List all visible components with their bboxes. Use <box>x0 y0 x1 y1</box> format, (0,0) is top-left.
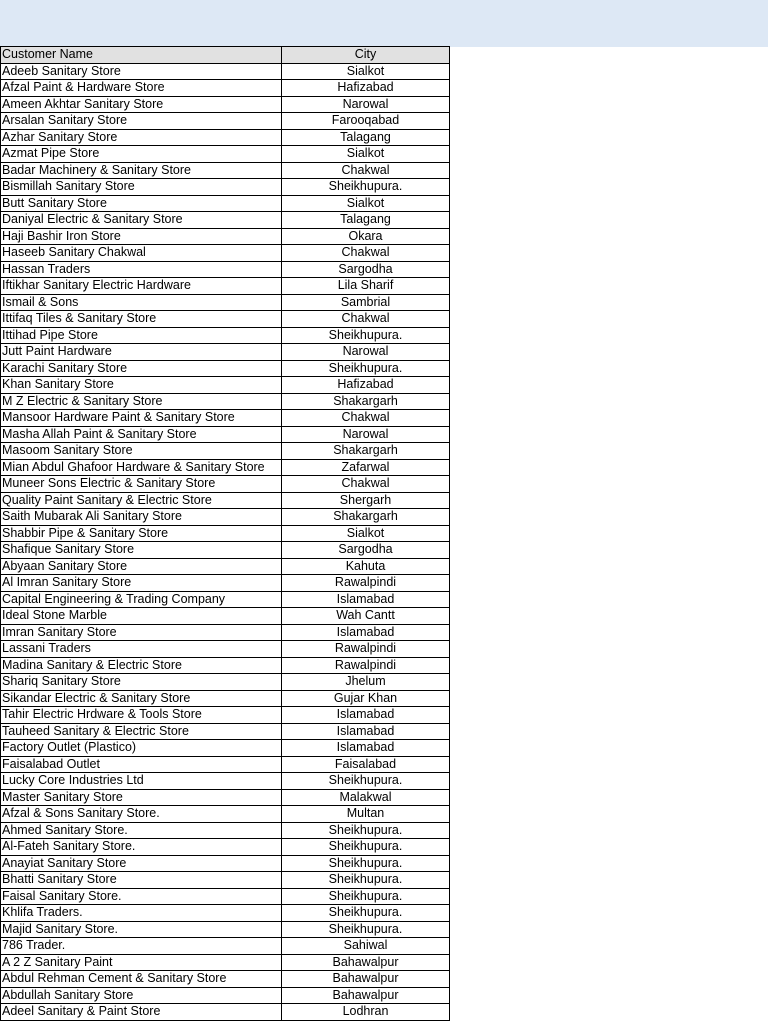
customer-name-cell[interactable]: Abdul Rehman Cement & Sanitary Store <box>1 971 282 988</box>
city-cell[interactable]: Narowal <box>282 96 450 113</box>
customer-name-cell[interactable]: 786 Trader. <box>1 938 282 955</box>
table-row <box>1 987 450 1004</box>
customer-name-cell[interactable]: Lucky Core Industries Ltd <box>1 773 282 790</box>
city-cell[interactable]: Sheikhupura. <box>282 888 450 905</box>
customer-name-cell[interactable]: Khlifa Traders. <box>1 905 282 922</box>
table-row <box>1 146 450 163</box>
customer-name-cell[interactable]: Abdullah Sanitary Store <box>1 987 282 1004</box>
city-cell[interactable]: Talagang <box>282 212 450 229</box>
city-cell[interactable]: Sheikhupura. <box>282 179 450 196</box>
city-cell[interactable]: Bahawalpur <box>282 971 450 988</box>
customer-name-cell[interactable]: Masoom Sanitary Store <box>1 443 282 460</box>
customer-name-cell[interactable]: Faisal Sanitary Store. <box>1 888 282 905</box>
city-cell[interactable]: Sheikhupura. <box>282 839 450 856</box>
city-cell[interactable]: Sargodha <box>282 542 450 559</box>
header-row <box>1 47 450 64</box>
table-row <box>1 63 450 80</box>
city-cell[interactable]: Sheikhupura. <box>282 855 450 872</box>
city-cell[interactable]: Sheikhupura. <box>282 905 450 922</box>
city-cell[interactable]: Islamabad <box>282 740 450 757</box>
table-row <box>1 261 450 278</box>
table-row <box>1 558 450 575</box>
table-row <box>1 245 450 262</box>
city-cell[interactable]: Sargodha <box>282 261 450 278</box>
customer-name-cell[interactable]: Majid Sanitary Store. <box>1 921 282 938</box>
table-row <box>1 575 450 592</box>
city-cell[interactable]: Shakargarh <box>282 509 450 526</box>
customer-name-cell[interactable]: Arsalan Sanitary Store <box>1 113 282 130</box>
table-row <box>1 888 450 905</box>
city-cell[interactable]: Gujar Khan <box>282 690 450 707</box>
city-cell[interactable]: Sheikhupura. <box>282 327 450 344</box>
table-row <box>1 80 450 97</box>
city-cell[interactable]: Lila Sharif <box>282 278 450 295</box>
customer-name-cell[interactable]: Tauheed Sanitary & Electric Store <box>1 723 282 740</box>
table-row <box>1 525 450 542</box>
customer-name-cell[interactable]: Haji Bashir Iron Store <box>1 228 282 245</box>
table-row <box>1 806 450 823</box>
customer-name-cell[interactable]: Shafique Sanitary Store <box>1 542 282 559</box>
customer-name-cell[interactable]: Azmat Pipe Store <box>1 146 282 163</box>
header-band <box>0 0 768 47</box>
customer-name-cell[interactable]: Mian Abdul Ghafoor Hardware & Sanitary Store <box>1 459 282 476</box>
city-cell[interactable]: Faisalabad <box>282 756 450 773</box>
city-cell[interactable]: Okara <box>282 228 450 245</box>
customer-name-cell[interactable]: Ittihad Pipe Store <box>1 327 282 344</box>
city-cell[interactable]: Shergarh <box>282 492 450 509</box>
customer-name-cell[interactable]: Sikandar Electric & Sanitary Store <box>1 690 282 707</box>
table-row <box>1 872 450 889</box>
city-cell[interactable]: Chakwal <box>282 245 450 262</box>
table-row <box>1 311 450 328</box>
table-row <box>1 113 450 130</box>
table-row <box>1 228 450 245</box>
table-row <box>1 542 450 559</box>
city-cell[interactable]: Rawalpindi <box>282 641 450 658</box>
table-row <box>1 608 450 625</box>
city-cell[interactable]: Chakwal <box>282 162 450 179</box>
table-row <box>1 96 450 113</box>
city-cell[interactable]: Sialkot <box>282 195 450 212</box>
table-row <box>1 624 450 641</box>
customer-name-cell[interactable]: Ameen Akhtar Sanitary Store <box>1 96 282 113</box>
table-row <box>1 360 450 377</box>
table-row <box>1 971 450 988</box>
table-row <box>1 476 450 493</box>
table-row <box>1 707 450 724</box>
city-cell[interactable]: Sheikhupura. <box>282 872 450 889</box>
customer-name-cell[interactable]: Master Sanitary Store <box>1 789 282 806</box>
customer-name-cell[interactable]: Iftikhar Sanitary Electric Hardware <box>1 278 282 295</box>
city-cell[interactable]: Sheikhupura. <box>282 921 450 938</box>
city-cell[interactable]: Sialkot <box>282 146 450 163</box>
city-cell[interactable]: Sheikhupura. <box>282 773 450 790</box>
table-row <box>1 855 450 872</box>
city-cell[interactable]: Talagang <box>282 129 450 146</box>
customer-name-cell[interactable]: Khan Sanitary Store <box>1 377 282 394</box>
customer-name-cell[interactable]: Muneer Sons Electric & Sanitary Store <box>1 476 282 493</box>
table-row <box>1 162 450 179</box>
customer-name-cell[interactable]: Abyaan Sanitary Store <box>1 558 282 575</box>
table-row <box>1 789 450 806</box>
city-cell[interactable]: Rawalpindi <box>282 575 450 592</box>
city-cell[interactable]: Chakwal <box>282 410 450 427</box>
customer-name-cell[interactable]: Capital Engineering & Trading Company <box>1 591 282 608</box>
city-cell[interactable]: Islamabad <box>282 624 450 641</box>
table-row <box>1 195 450 212</box>
customer-name-cell[interactable]: Ismail & Sons <box>1 294 282 311</box>
table-row <box>1 905 450 922</box>
table-row <box>1 179 450 196</box>
city-cell[interactable]: Islamabad <box>282 723 450 740</box>
city-cell[interactable]: Bahawalpur <box>282 987 450 1004</box>
table-row <box>1 278 450 295</box>
table-row <box>1 756 450 773</box>
table-row <box>1 393 450 410</box>
city-cell[interactable]: Islamabad <box>282 591 450 608</box>
customer-name-cell[interactable]: Badar Machinery & Sanitary Store <box>1 162 282 179</box>
customer-name-cell[interactable]: Karachi Sanitary Store <box>1 360 282 377</box>
table-row <box>1 492 450 509</box>
customer-name-cell[interactable]: Tahir Electric Hrdware & Tools Store <box>1 707 282 724</box>
customer-name-cell[interactable]: Bhatti Sanitary Store <box>1 872 282 889</box>
customer-name-cell[interactable]: Mansoor Hardware Paint & Sanitary Store <box>1 410 282 427</box>
city-cell[interactable]: Rawalpindi <box>282 657 450 674</box>
table-row <box>1 410 450 427</box>
customer-name-cell[interactable]: Faisalabad Outlet <box>1 756 282 773</box>
table-row <box>1 839 450 856</box>
customer-name-cell[interactable]: Daniyal Electric & Sanitary Store <box>1 212 282 229</box>
customer-name-cell[interactable]: Adeel Sanitary & Paint Store <box>1 1004 282 1021</box>
table-row <box>1 509 450 526</box>
city-cell[interactable]: Islamabad <box>282 707 450 724</box>
city-cell[interactable]: Kahuta <box>282 558 450 575</box>
table-row <box>1 377 450 394</box>
customer-name-cell[interactable]: Ahmed Sanitary Store. <box>1 822 282 839</box>
city-cell[interactable]: Shakargarh <box>282 443 450 460</box>
customer-name-cell[interactable]: Adeeb Sanitary Store <box>1 63 282 80</box>
customer-name-cell[interactable]: Al-Fateh Sanitary Store. <box>1 839 282 856</box>
table-row <box>1 921 450 938</box>
customer-name-cell[interactable]: Imran Sanitary Store <box>1 624 282 641</box>
customer-name-cell[interactable]: Saith Mubarak Ali Sanitary Store <box>1 509 282 526</box>
customer-name-cell[interactable]: Haseeb Sanitary Chakwal <box>1 245 282 262</box>
city-cell[interactable]: Farooqabad <box>282 113 450 130</box>
table-row <box>1 327 450 344</box>
city-cell[interactable]: Chakwal <box>282 476 450 493</box>
customer-name-cell[interactable]: Ideal Stone Marble <box>1 608 282 625</box>
table-row <box>1 690 450 707</box>
city-cell[interactable]: Narowal <box>282 426 450 443</box>
customer-name-cell[interactable]: Shabbir Pipe & Sanitary Store <box>1 525 282 542</box>
city-cell[interactable]: Narowal <box>282 344 450 361</box>
table-row <box>1 641 450 658</box>
table-body <box>1 63 450 1020</box>
customer-name-cell[interactable]: Shariq Sanitary Store <box>1 674 282 691</box>
table-row <box>1 129 450 146</box>
city-cell[interactable]: Sambrial <box>282 294 450 311</box>
customer-table <box>0 46 450 1021</box>
table-row <box>1 1004 450 1021</box>
city-cell[interactable]: Bahawalpur <box>282 954 450 971</box>
table-row <box>1 938 450 955</box>
table-row <box>1 459 450 476</box>
table-row <box>1 773 450 790</box>
city-cell[interactable]: Lodhran <box>282 1004 450 1021</box>
customer-name-cell[interactable]: Lassani Traders <box>1 641 282 658</box>
table-row <box>1 426 450 443</box>
city-cell[interactable]: Sheikhupura. <box>282 360 450 377</box>
city-cell[interactable]: Multan <box>282 806 450 823</box>
customer-name-cell[interactable]: Masha Allah Paint & Sanitary Store <box>1 426 282 443</box>
table-row <box>1 674 450 691</box>
customer-name-cell[interactable]: Bismillah Sanitary Store <box>1 179 282 196</box>
city-cell[interactable]: Malakwal <box>282 789 450 806</box>
column-header-city[interactable]: City <box>282 47 450 64</box>
customer-name-cell[interactable]: A 2 Z Sanitary Paint <box>1 954 282 971</box>
city-cell[interactable]: Shakargarh <box>282 393 450 410</box>
city-cell[interactable]: Hafizabad <box>282 377 450 394</box>
customer-name-cell[interactable]: Afzal & Sons Sanitary Store. <box>1 806 282 823</box>
table-row <box>1 740 450 757</box>
table-row <box>1 443 450 460</box>
customer-name-cell[interactable]: Azhar Sanitary Store <box>1 129 282 146</box>
table-row <box>1 723 450 740</box>
customer-name-cell[interactable]: M Z Electric & Sanitary Store <box>1 393 282 410</box>
customer-name-cell[interactable]: Quality Paint Sanitary & Electric Store <box>1 492 282 509</box>
city-cell[interactable]: Sahiwal <box>282 938 450 955</box>
table-row <box>1 591 450 608</box>
customer-name-cell[interactable]: Butt Sanitary Store <box>1 195 282 212</box>
city-cell[interactable]: Sheikhupura. <box>282 822 450 839</box>
column-header-customer-name[interactable]: Customer Name <box>1 47 282 64</box>
customer-name-cell[interactable]: Hassan Traders <box>1 261 282 278</box>
customer-name-cell[interactable]: Afzal Paint & Hardware Store <box>1 80 282 97</box>
city-cell[interactable]: Sialkot <box>282 63 450 80</box>
city-cell[interactable]: Sialkot <box>282 525 450 542</box>
table-row <box>1 294 450 311</box>
customer-name-cell[interactable]: Jutt Paint Hardware <box>1 344 282 361</box>
customer-name-cell[interactable]: Factory Outlet (Plastico) <box>1 740 282 757</box>
table-row <box>1 212 450 229</box>
table-row <box>1 954 450 971</box>
city-cell[interactable]: Zafarwal <box>282 459 450 476</box>
customer-name-cell[interactable]: Al Imran Sanitary Store <box>1 575 282 592</box>
table-row <box>1 657 450 674</box>
city-cell[interactable]: Wah Cantt <box>282 608 450 625</box>
city-cell[interactable]: Jhelum <box>282 674 450 691</box>
city-cell[interactable]: Hafizabad <box>282 80 450 97</box>
table-row <box>1 344 450 361</box>
city-cell[interactable]: Chakwal <box>282 311 450 328</box>
customer-name-cell[interactable]: Madina Sanitary & Electric Store <box>1 657 282 674</box>
customer-name-cell[interactable]: Ittifaq Tiles & Sanitary Store <box>1 311 282 328</box>
customer-name-cell[interactable]: Anayiat Sanitary Store <box>1 855 282 872</box>
table-row <box>1 822 450 839</box>
